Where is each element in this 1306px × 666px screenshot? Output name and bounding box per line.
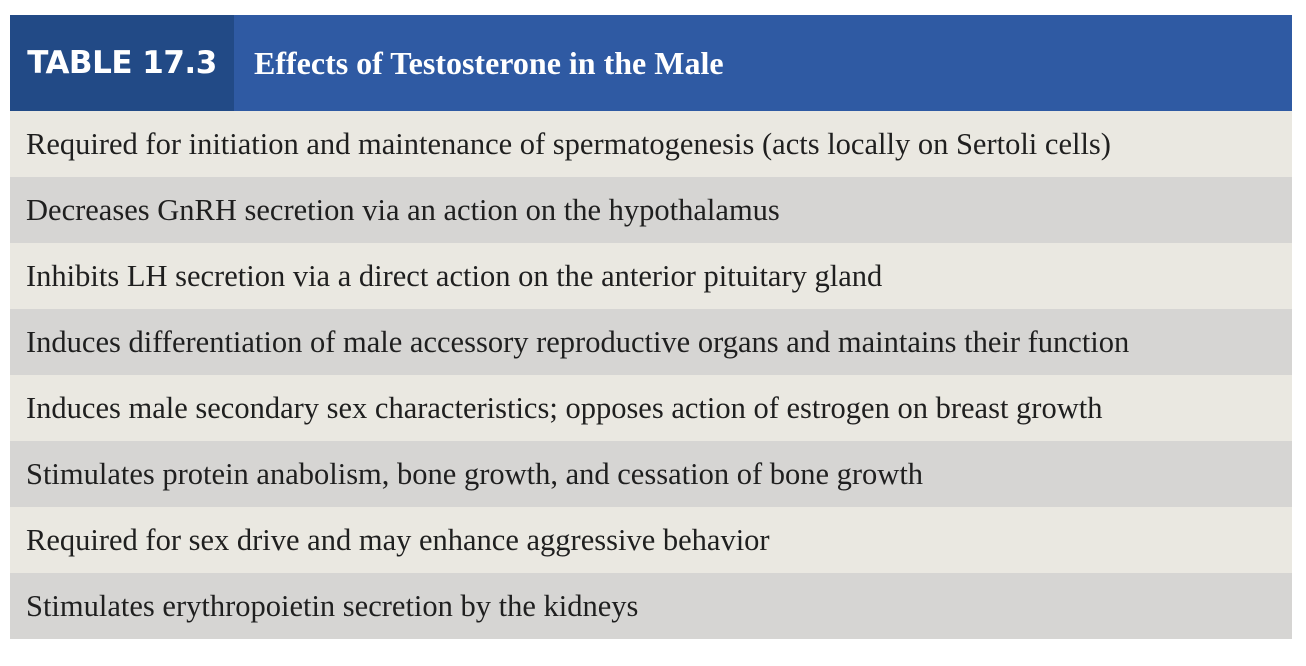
effects-table [10,15,1292,642]
table-row: Stimulates erythropoietin secretion by the kidneys [10,573,1292,639]
table-row: Induces male secondary sex characteristics; opposes action of estrogen on breast growth [10,375,1292,441]
table-row: Required for sex drive and may enhance aggressive behavior [10,507,1292,573]
table-row: Inhibits LH secretion via a direct action on the anterior pituitary gland [10,243,1292,309]
table-title: Effects of Testosterone in the Male [254,44,724,81]
table-header [10,15,1292,111]
table-row: Required for initiation and maintenance of spermatogenesis (acts locally on Sertoli cells) [10,111,1292,177]
table-row: Induces differentiation of male accessory reproductive organs and maintains their function [10,309,1292,375]
table-row: Stimulates protein anabolism, bone growth, and cessation of bone growth [10,441,1292,507]
table-row: Decreases GnRH secretion via an action on the hypothalamus [10,177,1292,243]
table-number: TABLE 17.3 [10,15,234,111]
